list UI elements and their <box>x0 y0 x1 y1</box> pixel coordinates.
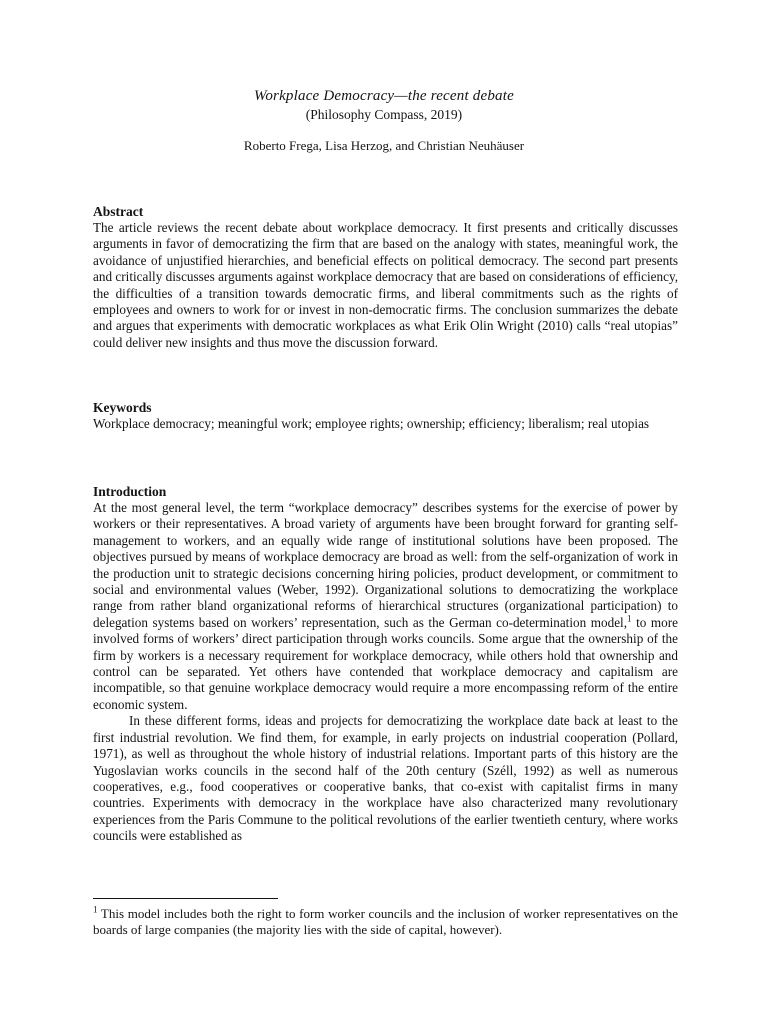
abstract-text: The article reviews the recent debate about workplace democracy. It first presents and critically discusses arguments in favor of democratizing the firm that are based on the analogy with states, meaningful work, the avoidance of unjustified hierarchies, and beneficial effects on political democracy. The second part presents and critically discusses arguments against workplace democracy that are based on considerations of efficiency, the difficulties of a transition towards democratic firms, and liberal commitments such as the rights of employees and owners to work for or invest in non-democratic firms. The conclusion summarizes the debate and argues that experiments with democratic workplaces as what Erik Olin Wright (2010) calls “real utopias” could deliver new insights and thus move the discussion forward. <box>93 220 678 350</box>
keywords-heading: Keywords <box>93 400 152 415</box>
keywords-text: Workplace democracy; meaningful work; employee rights; ownership; efficiency; liberalism; real utopias <box>93 416 650 431</box>
footnote-text: This model includes both the right to form worker councils and the inclusion of worker representatives on the boards of large companies (the majority lies with the side of capital, however). <box>93 906 678 938</box>
introduction-paragraph-1 <box>93 500 678 713</box>
introduction-paragraph-1-part-2: to more involved forms of workers’ direct participation through works councils. Some argue that the ownership of the firm by workers is a necessary requirement for workplace democracy, while others hold that ownership and control can be separated. Yet others have contended that workplace democracy and capitalism are incompatible, so that genuine workplace democracy would require a more encompassing reform of the entire economic system. <box>93 614 678 712</box>
abstract-heading: Abstract <box>93 204 144 219</box>
introduction-section <box>93 484 678 845</box>
author-list: Roberto Frega, Lisa Herzog, and Christian Neuhäuser <box>243 138 525 153</box>
footnote-marker: 1 <box>93 904 98 915</box>
introduction-paragraph-2: In these different forms, ideas and projects for democratizing the workplace date back at least to the first industrial revolution. We find them, for example, in early projects on industrial cooperation (Pollard, 1971), as well as throughout the whole history of industrial relations. Important parts of this history are the Yugoslavian works councils in the second half of the 20th century (Széll, 1992) as well as numerous cooperatives, e.g., food cooperatives or cooperative banks, that co-exist with capitalist firms in many countries. Experiments with democracy in the workplace have also characterized many revolutionary experiences from the Paris Commune to the political revolutions of the earlier twentieth century, where works councils were established as <box>93 713 678 844</box>
keywords-section <box>93 400 678 432</box>
introduction-heading: Introduction <box>93 484 167 499</box>
title-block <box>0 86 768 123</box>
paper-title: Workplace Democracy—the recent debate <box>254 88 514 104</box>
introduction-paragraph-1-part-1: At the most general level, the term “workplace democracy” describes systems for the exercise of power by workers or their representatives. A broad variety of arguments have been brought forward for granting self-management to workers, and an equally wide range of institutional solutions have been proposed. The objectives pursued by means of workplace democracy are broad as well: from the self-organization of work in the production unit to strategic decisions concerning hiring policies, product development, or commitment to social and environmental values (Weber, 1992). Organizational solutions to democratizing the workplace range from rather bland organizational reforms of hierarchical structures (organizational participation) to delegation systems based on workers’ representation, such as the German co-determination model, <box>93 500 678 630</box>
footnote-reference: 1 <box>627 613 632 624</box>
paper-subtitle: (Philosophy Compass, 2019) <box>305 107 463 122</box>
abstract-section <box>93 204 678 351</box>
footnote-divider <box>93 898 278 899</box>
footnote <box>93 906 678 939</box>
